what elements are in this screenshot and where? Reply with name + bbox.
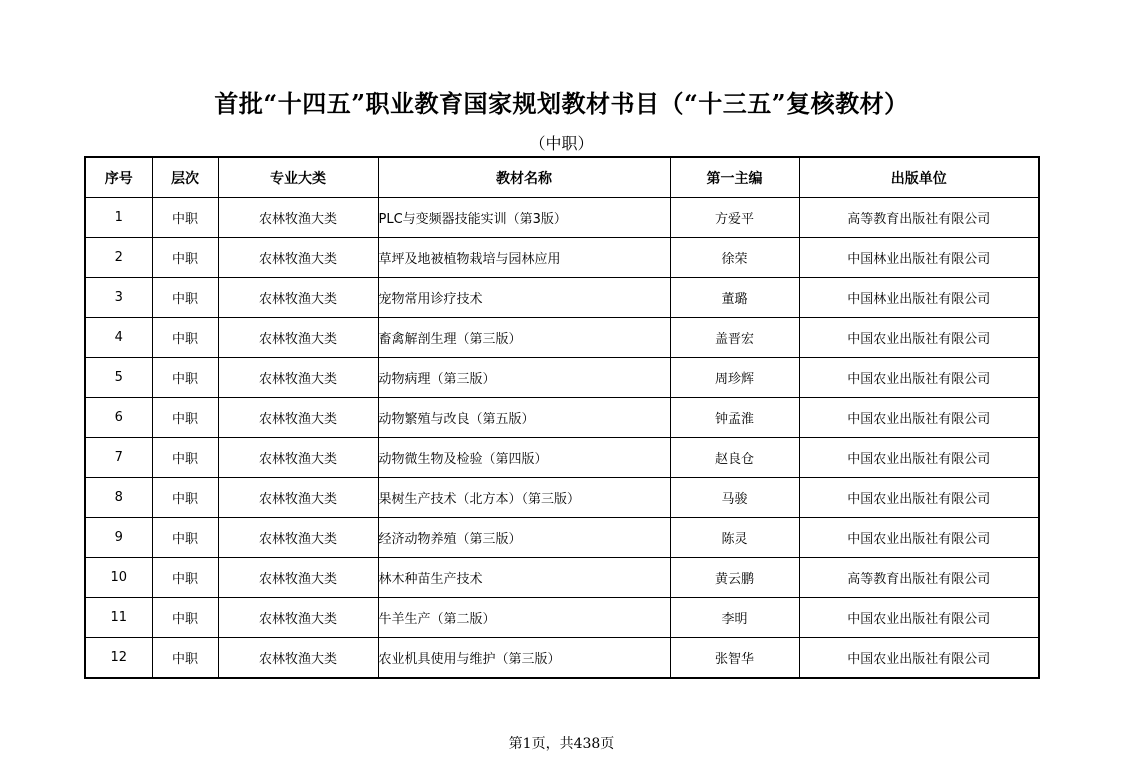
cell-level: 中职 <box>152 278 218 318</box>
cell-editor: 赵良仓 <box>670 438 799 478</box>
table-row <box>85 318 1039 358</box>
cell-level: 中职 <box>152 478 218 518</box>
cell-index: 11 <box>85 598 152 638</box>
cell-level: 中职 <box>152 198 218 238</box>
cell-textbook: 宠物常用诊疗技术 <box>378 278 670 318</box>
cell-publisher: 中国农业出版社有限公司 <box>799 598 1039 638</box>
table-row <box>85 278 1039 318</box>
cell-level: 中职 <box>152 598 218 638</box>
cell-level: 中职 <box>152 438 218 478</box>
cell-publisher: 高等教育出版社有限公司 <box>799 558 1039 598</box>
table-row <box>85 358 1039 398</box>
cell-index: 4 <box>85 318 152 358</box>
cell-publisher: 中国农业出版社有限公司 <box>799 638 1039 679</box>
cell-textbook: 畜禽解剖生理（第三版） <box>378 318 670 358</box>
cell-publisher: 中国农业出版社有限公司 <box>799 478 1039 518</box>
cell-level: 中职 <box>152 318 218 358</box>
cell-publisher: 中国农业出版社有限公司 <box>799 358 1039 398</box>
table-row <box>85 198 1039 238</box>
cell-publisher: 中国农业出版社有限公司 <box>799 398 1039 438</box>
cell-category: 农林牧渔大类 <box>218 398 378 438</box>
cell-textbook: 果树生产技术（北方本）（第三版） <box>378 478 670 518</box>
header-index: 序号 <box>85 157 152 198</box>
cell-editor: 张智华 <box>670 638 799 679</box>
cell-textbook: 林木种苗生产技术 <box>378 558 670 598</box>
cell-category: 农林牧渔大类 <box>218 438 378 478</box>
cell-category: 农林牧渔大类 <box>218 318 378 358</box>
header-publisher: 出版单位 <box>799 157 1039 198</box>
cell-category: 农林牧渔大类 <box>218 198 378 238</box>
cell-index: 12 <box>85 638 152 679</box>
table-row <box>85 598 1039 638</box>
cell-publisher: 高等教育出版社有限公司 <box>799 198 1039 238</box>
cell-textbook: 经济动物养殖（第三版） <box>378 518 670 558</box>
table-row <box>85 478 1039 518</box>
cell-category: 农林牧渔大类 <box>218 518 378 558</box>
cell-category: 农林牧渔大类 <box>218 278 378 318</box>
cell-editor: 钟孟淮 <box>670 398 799 438</box>
cell-category: 农林牧渔大类 <box>218 358 378 398</box>
cell-publisher: 中国农业出版社有限公司 <box>799 318 1039 358</box>
cell-publisher: 中国林业出版社有限公司 <box>799 238 1039 278</box>
table-row <box>85 438 1039 478</box>
cell-textbook: 动物微生物及检验（第四版） <box>378 438 670 478</box>
cell-level: 中职 <box>152 638 218 679</box>
cell-textbook: 草坪及地被植物栽培与园林应用 <box>378 238 670 278</box>
cell-level: 中职 <box>152 398 218 438</box>
cell-category: 农林牧渔大类 <box>218 238 378 278</box>
cell-editor: 盖晋宏 <box>670 318 799 358</box>
cell-textbook: 动物繁殖与改良（第五版） <box>378 398 670 438</box>
cell-editor: 马骏 <box>670 478 799 518</box>
table-row <box>85 238 1039 278</box>
page-footer: 第1页，共438页 <box>508 736 615 752</box>
cell-editor: 黄云鹏 <box>670 558 799 598</box>
cell-publisher: 中国农业出版社有限公司 <box>799 438 1039 478</box>
cell-editor: 陈灵 <box>670 518 799 558</box>
cell-editor: 董璐 <box>670 278 799 318</box>
cell-index: 2 <box>85 238 152 278</box>
cell-index: 7 <box>85 438 152 478</box>
cell-index: 8 <box>85 478 152 518</box>
cell-level: 中职 <box>152 558 218 598</box>
cell-textbook: PLC与变频器技能实训（第3版） <box>378 198 670 238</box>
table-row <box>85 638 1039 679</box>
table-row <box>85 558 1039 598</box>
cell-category: 农林牧渔大类 <box>218 638 378 679</box>
document-subtitle: （中职） <box>529 134 594 153</box>
cell-level: 中职 <box>152 358 218 398</box>
cell-textbook: 农业机具使用与维护（第三版） <box>378 638 670 679</box>
cell-category: 农林牧渔大类 <box>218 558 378 598</box>
cell-editor: 方爱平 <box>670 198 799 238</box>
header-editor: 第一主编 <box>670 157 799 198</box>
table-row <box>85 398 1039 438</box>
table-row <box>85 518 1039 558</box>
cell-textbook: 牛羊生产（第二版） <box>378 598 670 638</box>
cell-editor: 李明 <box>670 598 799 638</box>
cell-index: 9 <box>85 518 152 558</box>
textbook-catalog-table <box>84 156 1040 679</box>
cell-index: 5 <box>85 358 152 398</box>
cell-level: 中职 <box>152 238 218 278</box>
table-body <box>85 198 1039 679</box>
header-category: 专业大类 <box>218 157 378 198</box>
header-textbook: 教材名称 <box>378 157 670 198</box>
cell-index: 3 <box>85 278 152 318</box>
cell-category: 农林牧渔大类 <box>218 478 378 518</box>
cell-editor: 周珍辉 <box>670 358 799 398</box>
cell-category: 农林牧渔大类 <box>218 598 378 638</box>
cell-index: 6 <box>85 398 152 438</box>
cell-level: 中职 <box>152 518 218 558</box>
table-header-row <box>85 157 1039 198</box>
cell-editor: 徐荣 <box>670 238 799 278</box>
cell-index: 1 <box>85 198 152 238</box>
cell-textbook: 动物病理（第三版） <box>378 358 670 398</box>
cell-publisher: 中国农业出版社有限公司 <box>799 518 1039 558</box>
cell-publisher: 中国林业出版社有限公司 <box>799 278 1039 318</box>
header-level: 层次 <box>152 157 218 198</box>
cell-index: 10 <box>85 558 152 598</box>
document-title: 首批“十四五”职业教育国家规划教材书目（“十三五”复核教材） <box>214 89 909 118</box>
